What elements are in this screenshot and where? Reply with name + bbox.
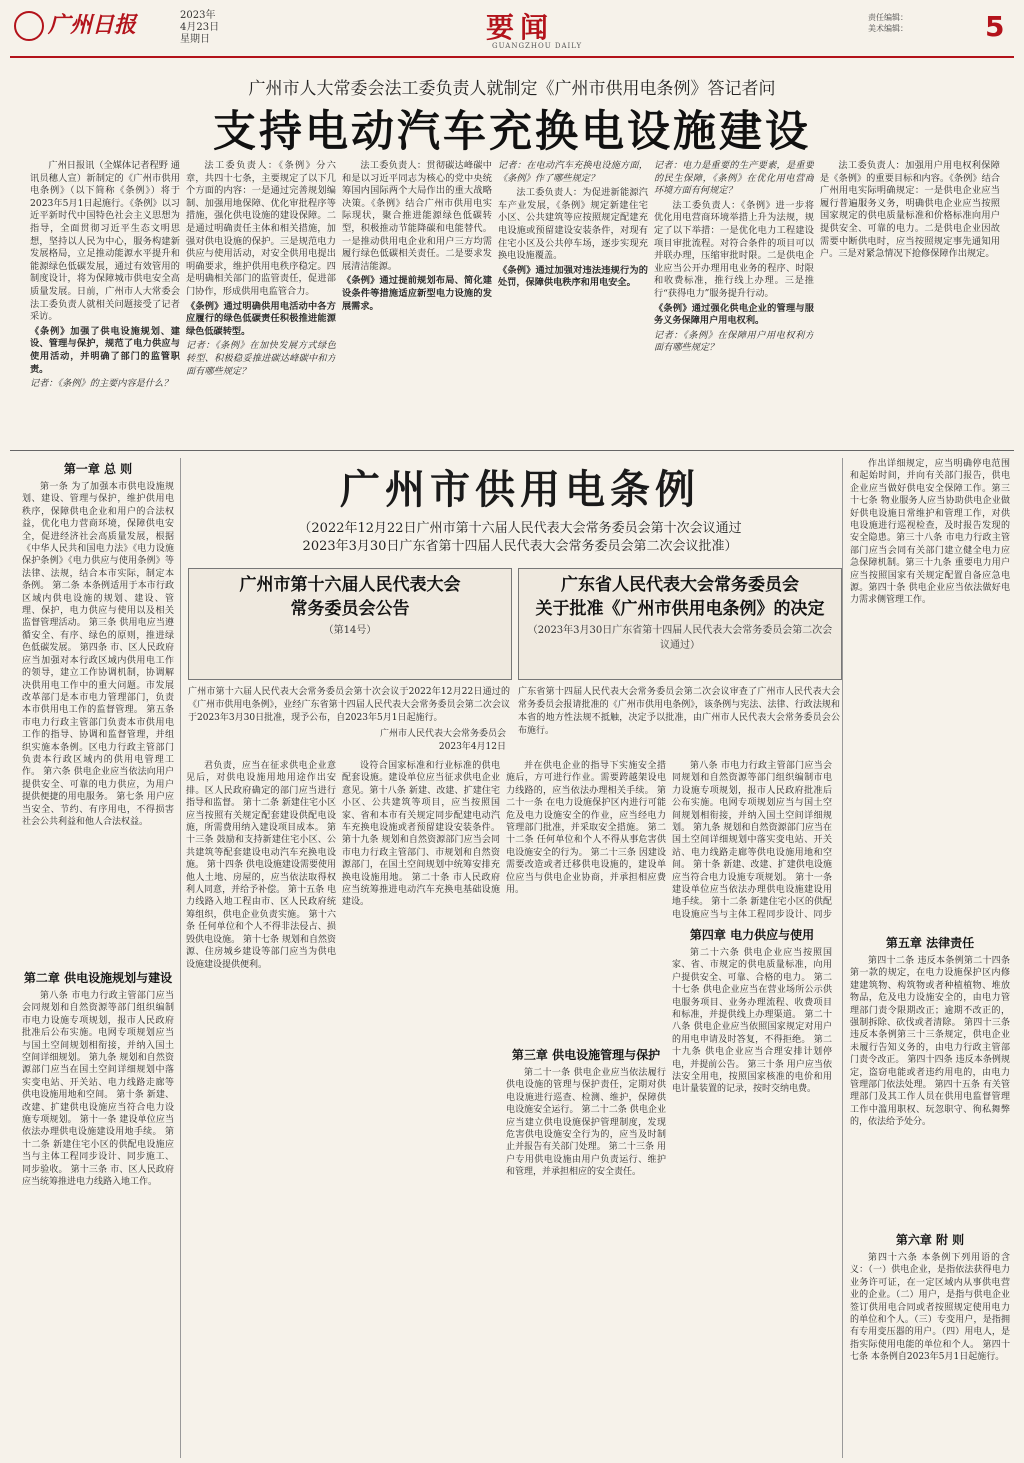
announcement-title: 广州市第十六届人民代表大会 (239, 575, 461, 595)
chapter-heading: 第四章 电力供应与使用 (689, 928, 815, 942)
article-kicker: 广州市人大常委会法工委负责人就制定《广州市供用电条例》答记者问 (248, 79, 776, 99)
date-day: 4月23日 (180, 22, 220, 33)
article-column-3 (342, 160, 492, 444)
article-paragraph: 广州日报讯（全媒体记者程野 通讯员穗人宣）新制定的《广州市供用电条例》（以下简称《条例》）将于2023年5月1日起施行。《条例》以习近平新时代中国特色社会主义思想为指导，全面贯彻习近平生态文明思想，坚持以人民为中心，服务构建新发展格局，立足推动能源水平提升和能源绿色低碳发展，通过有效管用的制度设计，将为保障城市供电安全高质量发展。日前，广州市人大常委会法工委负责人就相关问题接受了记者采访。 (30, 160, 180, 323)
article-subhead: 《条例》加强了供电设施规划、建设、管理与保护，规范了电力供应与使用活动，并明确了部门的监管职责。 (30, 325, 180, 375)
date-year: 2023年 (180, 10, 216, 21)
chapter-heading: 第二章 供电设施规划与建设 (23, 971, 173, 985)
article-column-1 (30, 160, 180, 444)
section-subtitle: GUANGZHOU DAILY (492, 42, 583, 50)
announcement-box (188, 568, 512, 680)
article-question: 记者：《条例》在加快发展方式绿色转型、积极稳妥推进碳达峰碳中和方面有哪些规定？ (186, 340, 336, 377)
chapter-intro-text: 第八条 市电力行政主管部门应当会同规划和自然资源等部门组织编制市电力设施专项规划，报市人民政府批准后公布实施。电网专项规划应当与国土空间规划相衔接，并纳入国土空间详细规划。 第九条 规划和自然资源部门应当在国土空间详细规划中落实变电站、开关站、电力线路走廊等供电设施用地和空间。 第十条 新建、改建、扩建供电设施应当符合电力设施专项规划。 第十一条 建设单位应当依法办理供电设施建设用地手续。 第十二条 新建住宅小区的供配电设施应当与主体工程同步设计、同步 (672, 761, 832, 920)
chapter-heading: 第五章 法律责任 (885, 936, 975, 950)
chapter-heading: 第一章 总 则 (63, 462, 133, 476)
chapter-text: 第二十一条 供电企业应当依法履行供电设施的管理与保护责任，定期对供电设施进行巡查、检测、维护，保障供电设施安全运行。 第二十二条 供电企业应当建立供电设施保护管理制度，发现危害供电设施安全行为的，应当及时制止并报告有关部门处理。 第二十三条 用户专用供电设施由用户负责运行、维护和管理，并承担相应的安全责任。 (506, 1068, 666, 1178)
announcement-date: 2023年4月12日 (438, 742, 506, 752)
article-paragraph: 法工委负责人：为促进新能源汽车产业发展，《条例》规定新建住宅小区、公共建筑等应按照规定配建充电设施或预留建设安装条件，对现有住宅小区及公共停车场，逐步实现充换电设施覆盖。 (498, 187, 648, 262)
article-paragraph: 法工委负责人：《条例》进一步将优化用电营商环境举措上升为法规，规定了以下举措：一是优化电力工程建设项目审批流程。对符合条件的项目可以并联办理，压缩审批时限。二是供电企业应当公开办理用电业务的程序、时限和收费标准，推行线上办理。三是推行“获得电力”服务提升行动。 (654, 199, 814, 299)
law-column-1 (22, 458, 174, 1458)
article-subhead: 《条例》通过强化供电企业的管理与服务义务保障用户用电权利。 (654, 302, 814, 327)
decision-body: 广东省第十四届人民代表大会常务委员会第二次会议审查了广州市人民代表大会常务委员会报请批准的《广州市供用电条例》，该条例与宪法、法律、行政法规和本省的地方性法规不抵触，决定予以批准，由广州市人民代表大会常务委员会公布施行。 (518, 687, 840, 736)
article-subhead: 《条例》通过明确供用电活动中各方应履行的绿色低碳责任积极推进能源绿色低碳转型。 (186, 300, 336, 337)
decision-title: 广东省人民代表大会常务委员会 (561, 575, 799, 595)
editors-block (868, 12, 908, 34)
announcement-body: 广州市第十六届人民代表大会常务委员会第十次会议于2022年12月22日通过的《广州市供用电条例》，业经广东省第十四届人民代表大会常务委员会第二次会议于2023年3月30日批准，现予公布，自2023年5月1日起施行。 (188, 687, 510, 723)
masthead-logo (14, 8, 174, 40)
chapter-heading: 第三章 供电设施管理与保护 (511, 1048, 661, 1062)
announcement-title: 常务委员会公告 (290, 599, 410, 619)
chapter-text: 第二十六条 供电企业应当按照国家、省、市规定的供电质量标准，向用户提供安全、可靠、合格的电力。 第二十七条 供电企业应当在营业场所公示供电服务项目、业务办理流程、收费项目和标准，并提供线上办理渠道。 第二十八条 供电企业应当依照国家规定对用户的用电申请及时答复，不得拒绝。 第二十九条 供电企业应当合理安排计划停电，并提前公告。 第三十条 用户应当依法安全用电，按照国家核准的电价和用电计量装置的记录，按时交纳电费。 (672, 948, 832, 1095)
law-subtitle-line: 2023年3月30日广东省第十四届人民代表大会常务委员会第二次会议批准） (302, 539, 738, 554)
article-subhead: 《条例》通过提前规划布局、简化建设条件等措施适应新型电力设施的发展需求。 (342, 275, 492, 312)
designer-line: 美术编辑： (868, 24, 908, 33)
article-paragraph: 法工委负责人：加强用户用电权利保障是《条例》的重要目标和内容。《条例》结合广州用电实际明确规定：一是供电企业应当履行普遍服务义务，明确供电企业应当按照国家规定的供电质量标准和价格标准向用户提供安全、可靠的电力。二是供电企业因故需要中断供电时，应当按照规定事先通知用户。三是对紧急情况下抢修保障作出规定。 (820, 160, 1000, 260)
law-column-6 (850, 458, 1010, 1458)
section-divider (10, 450, 1014, 451)
article-question: 记者：电力是重要的生产要素，是重要的民生保障，《条例》在优化用电营商环境方面有何规定？ (654, 160, 814, 197)
weekday: 星期日 (180, 34, 210, 45)
chapter-text: 第八条 市电力行政主管部门应当会同规划和自然资源等部门组织编制市电力设施专项规划，报市人民政府批准后公布实施。电网专项规划应当与国土空间规划相衔接，并纳入国土空间详细规划。 第九条 规划和自然资源部门应当在国土空间详细规划中落实变电站、开关站、电力线路走廊等供电设施用地和空间。 第十条 新建、改建、扩建供电设施应当符合电力设施专项规划。 第十一条 建设单位应当依法办理供电设施建设用地手续。 第十二条 新建住宅小区的供配电设施应当与主体工程同步设计、同步施工、同步验收。 第十三条 市、区人民政府应当统筹推进电力线路入地工作。 (22, 991, 174, 1188)
masthead-text: 广州日报 (48, 12, 137, 38)
law-subtitle-line: （2022年12月22日广州市第十六届人民代表大会常务委员会第十次会议通过 (298, 521, 742, 536)
header-rule (10, 56, 1014, 58)
column-divider (842, 458, 843, 1458)
law-column-2: 君负责，应当在征求供电企业意见后，对供电设施用地用途作出安排。区人民政府确定的部门应当进行指导和监督。 第十二条 新建住宅小区应当按照有关规定配套建设供配电设施，所需费用纳入建设项目成本。 第十三条 鼓励和支持新建住宅小区、公共建筑等配套建设电动汽车充换电设施。 第十四条 供电设施建设需要使用他人土地、房屋的，应当依法取得权利人同意，并给予补偿。 第十五条 电力线路入地工程由市、区人民政府统筹组织，供电企业负责实施。 第十六条 任何单位和个人不得非法侵占、损毁供电设施。 第十七条 规划和自然资源、住房城乡建设等部门应当为供电设施建设提供便利。 (186, 761, 336, 970)
law-column-5 (672, 760, 832, 1455)
law-column-4 (506, 760, 666, 1455)
article-question: 记者：《条例》在保障用户用电权利方面有哪些规定？ (654, 329, 814, 354)
editor-line: 责任编辑： (868, 13, 908, 22)
announcement-signer: 广州市人民代表大会常务委员会 (379, 729, 506, 739)
page-number: 5 (985, 10, 1005, 43)
article-paragraph: 法工委负责人：贯彻碳达峰碳中和是以习近平同志为核心的党中央统筹国内国际两个大局作出的重大战略决策。《条例》结合广州市供用电实际现状，聚合推进能源绿色低碳转型，积极推动节能降碳和电能替代。一是推动供用电企业和用户三方均需履行绿色低碳相关责任。二是要求发展清洁能源。 (342, 160, 492, 272)
law-title: 广州市供用电条例 (340, 466, 700, 513)
article-column-2 (186, 160, 336, 444)
article-column-5 (654, 160, 814, 444)
column-divider (180, 458, 181, 1458)
decision-note: （2023年3月30日广东省第十四届人民代表大会常务委员会第二次会议通过） (527, 625, 833, 651)
article-paragraph: 法工委负责人：《条例》分六章，共四十七条，主要规定了以下几个方面的内容：一是通过完善规划编制、加强用地保障、优化审批程序等措施，强化供电设施的建设保障。二是通过明确责任主体和相关措施，加强对供电设施的保护。三是规范电力供应与使用活动，对安全供用电提出明确要求，维护供用电秩序稳定。四是明确相关部门的监管责任，促进部门协作，形成供用电监管合力。 (186, 160, 336, 297)
law-column-3: 设符合国家标准和行业标准的供电配套设施。建设单位应当征求供电企业意见。第十八条 新建、改建、扩建住宅小区、公共建筑等项目，应当按照国家、省和本市有关规定同步配建电动汽车充换电设施或者预留建设安装条件。 第十九条 规划和自然资源部门应当会同市电力行政主管部门、市规划和自然资源部门，在国土空间规划中统筹安排充换电设施用地。 第二十条 市人民政府应当统筹推进电动汽车充换电基础设施建设。 (342, 761, 500, 908)
article-column-6 (820, 160, 1000, 444)
chapter-heading: 第六章 附 则 (895, 1233, 965, 1247)
chapter-text: 第一条 为了加强本市供电设施规划、建设、管理与保护，维护供用电秩序，保障供电企业和用户的合法权益，优化电力营商环境，保障供电安全，促进经济社会高质量发展，根据《中华人民共和国电力法》《电力设施保护条例》《电力供应与使用条例》等法律、法规，结合本市实际，制定本条例。 第二条 本条例适用于本市行政区域内供电设施的规划、建设、管理、保护，电力供应与使用以及相关监督管理活动。 第三条 供用电应当遵循安全、有序、绿色的原则，推进绿色低碳发展。 第四条 市、区人民政府应当加强对本行政区域内供用电工作的领导，建立工作协调机制，协调解决供用电工作中的重大问题。市发展改革部门是本市电力管理部门，负责本市供用电工作的监督管理。 第五条 市电力行政主管部门负责本市供用电工作的指导、协调和监督管理，并组织实施本条例。区电力行政主管部门负责本行政区域内的供用电管理工作。 第六条 供电企业应当依法向用户提供安全、可靠的电力供应，为用户提供便捷的用电服务。 第七条 用户应当安全、节约、有序用电，不得损害社会公共利益和他人合法权益。 (22, 482, 174, 827)
chapter-text: 第四十二条 违反本条例第二十四条第一款的规定，在电力设施保护区内修建建筑物、构筑物或者种植植物、堆放物品，危及电力设施安全的，由电力管理部门责令限期改正；逾期不改正的，强制拆除、砍伐或者清除。 第四十三条 违反本条例第三十三条规定，供电企业未履行告知义务的，由电力行政主管部门责令改正。 第四十四条 违反本条例规定，盗窃电能或者违约用电的，由电力管理部门依法处理。 第四十五条 有关管理部门及其工作人员在供用电监督管理工作中滥用职权、玩忽职守、徇私舞弊的，依法给予处分。 (850, 956, 1010, 1128)
decision-title: 关于批准《广州市供用电条例》的决定 (535, 599, 825, 619)
logo-emblem-icon (14, 11, 44, 41)
article-column-4 (498, 160, 648, 444)
decision-box (518, 568, 842, 680)
date-block (180, 10, 219, 46)
article-question: 记者：在电动汽车充换电设施方面，《条例》作了哪些规定？ (498, 160, 648, 184)
announcement-number: （第14号） (323, 625, 377, 636)
column-text: 作出详细规定，应当明确停电范围和起始时间，并向有关部门报告，供电企业应当做好供电安全保障工作。第三十七条 物业服务人应当协助供电企业做好供电设施日常维护和管理工作，对供电设施进行巡视检查，及时报告发现的安全隐患。第三十八条 市电力行政主管部门应当会同有关部门建立健全电力应急保障机制。第三十九条 重要电力用户应当按照国家有关规定配置自备应急电源。第四十条 供电企业应当依法做好电力需求侧管理工作。 (850, 459, 1010, 606)
column-text: 并在供电企业的指导下实施安全措施后，方可进行作业。需要跨越架设电力线路的，应当依法办理相关手续。 第二十一条 在电力设施保护区内进行可能危及电力设施安全的作业，应当经电力管理部门批准，并采取安全措施。 第二十二条 任何单位和个人不得从事危害供电设施安全的行为。 第二十三条 因建设需要改造或者迁移供电设施的，建设单位应当与供电企业协商，并承担相应费用。 (506, 761, 666, 896)
article-question: 记者：《条例》的主要内容是什么？ (30, 378, 173, 390)
article-subhead: 《条例》通过加强对违法违规行为的处罚，保障供电秩序和用电安全。 (498, 264, 648, 289)
law-subtitle (200, 520, 840, 556)
section-title: 要闻 (486, 11, 555, 44)
chapter-text: 第四十六条 本条例下列用语的含义：（一）供电企业，是指依法获得电力业务许可证，在一定区域内从事供电营业的企业。（二）用户，是指与供电企业签订供用电合同或者按照规定使用电力的单位和个人。（三）专变用户，是指拥有专用变压器的用户。（四）用电人，是指实际使用电能的单位和个人。 第四十七条 本条例自2023年5月1日起施行。 (850, 1253, 1010, 1363)
article-headline: 支持电动汽车充换电设施建设 (213, 107, 811, 157)
